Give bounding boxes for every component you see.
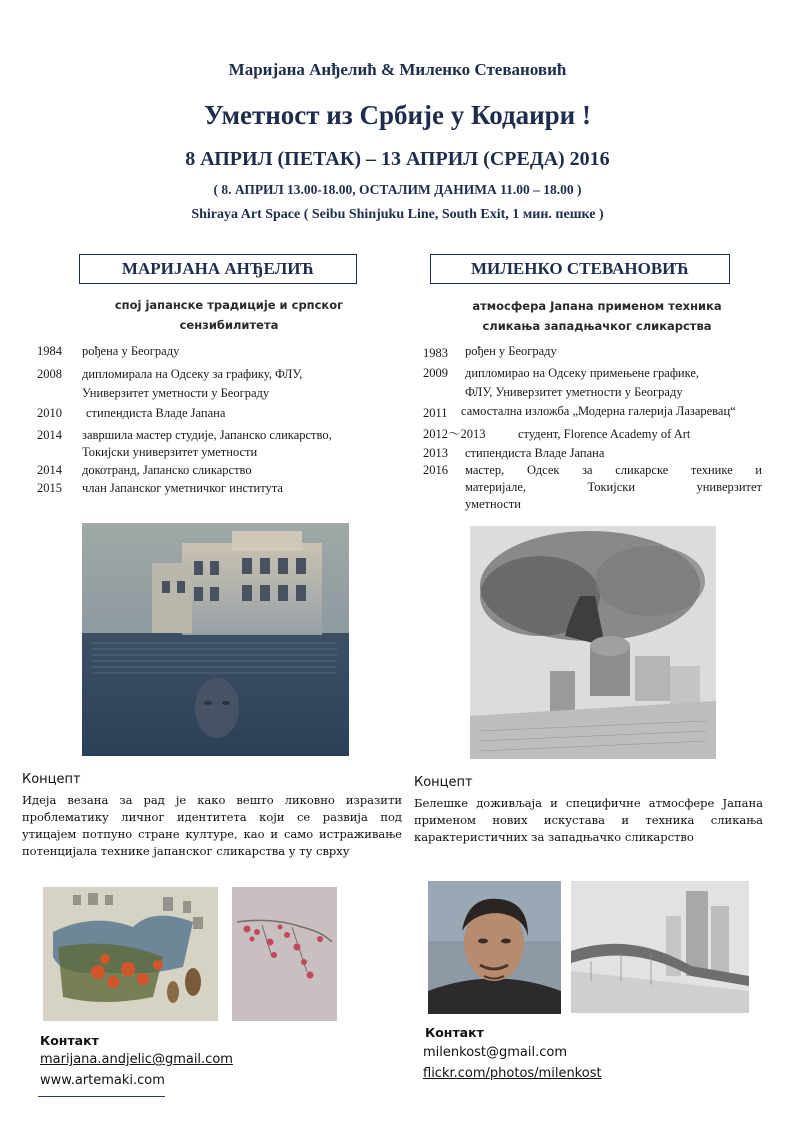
bio-year: 1983 xyxy=(423,346,448,360)
left-website-link[interactable]: www.artemaki.com xyxy=(40,1073,165,1088)
bio-year: 2011 xyxy=(423,406,448,420)
bio-year: 2014 xyxy=(37,428,62,442)
left-contact-heading: Контакт xyxy=(40,1033,99,1048)
bio-text: Токијски универзитет уметности xyxy=(82,445,258,459)
venue: Shiraya Art Space ( Seibu Shinjuku Line, South Exit, 1 мин. пешке ) xyxy=(191,207,604,222)
bio-text: стипендиста Владе Јапана xyxy=(465,446,605,460)
bio-text-block xyxy=(465,462,762,513)
bio-text: уметности xyxy=(465,497,521,511)
bio-text: члан Јапанског уметничког института xyxy=(82,481,283,495)
left-tagline-line2: сензибилитета xyxy=(179,318,279,332)
left-concept-text: Идеја везана за рад је како вешто ликовно изразити проблематику личног идентитета који се развија под утицајем потпуно стране културе, као и само истраживање потенцијала технике јапанског сликарства у ту сврху xyxy=(22,793,402,858)
right-tagline xyxy=(452,296,742,336)
painting-building-face xyxy=(82,523,349,756)
exhibition-title: Уметност из Србије у Кодаири ! xyxy=(204,100,591,130)
right-tagline-line2: сликања западњачког сликарства xyxy=(482,319,712,333)
bio-year: 2012～2013 xyxy=(423,427,486,441)
left-contact-underline xyxy=(38,1096,165,1097)
right-website-link[interactable]: flickr.com/photos/milenkost xyxy=(423,1066,602,1081)
bio-year: 2008 xyxy=(37,367,62,381)
left-artist-name: МАРИЈАНА АНЂЕЛИЋ xyxy=(79,254,357,284)
right-concept-text: Белешке доживљаја и специфичне атмосфере Јапана применом нових искустава и техника сликања карактеристичних за западњачко сликарство xyxy=(414,796,763,844)
bio-text: рођена у Београду xyxy=(82,344,180,358)
right-contact-heading: Контакт xyxy=(425,1025,484,1040)
right-tagline-line1: атмосфера Јапана применом техника xyxy=(472,299,722,313)
bio-text: ФЛУ, Универзитет уметности у Београду xyxy=(465,385,683,399)
bio-year: 2015 xyxy=(37,481,62,495)
drawing-city-bridge xyxy=(571,881,749,1013)
bio-text: материјале, Токијски универзитет xyxy=(465,480,762,494)
left-email-link[interactable]: marijana.andjelic@gmail.com xyxy=(40,1052,233,1067)
bio-text: мастер, Одсек за сликарске технике и xyxy=(465,463,762,477)
painting-flowers-text xyxy=(43,887,218,1021)
bio-text: завршила мастер студије, Јапанско сликарство, xyxy=(82,428,332,442)
right-artist-name: МИЛЕНКО СТЕВАНОВИЋ xyxy=(430,254,730,284)
bio-text: рођен у Београду xyxy=(465,344,557,358)
right-email-link[interactable]: milenkost@gmail.com xyxy=(423,1045,568,1060)
artists-line: Маријана Анђелић & Миленко Стевановић xyxy=(228,60,567,79)
bio-text: дипломирала на Одсеку за графику, ФЛУ, xyxy=(82,367,303,381)
bio-year: 1984 xyxy=(37,344,62,358)
bio-year: 2010 xyxy=(37,406,62,420)
bio-year: 2013 xyxy=(423,446,448,460)
bio-text: докотранд, Јапанско сликарство xyxy=(82,463,252,477)
bio-year: 2014 xyxy=(37,463,62,477)
painting-blossoms xyxy=(232,887,337,1021)
bio-text: стипендиста Владе Јапана xyxy=(86,406,226,420)
left-tagline xyxy=(78,295,380,335)
drawing-tree-tombs xyxy=(470,526,716,759)
left-tagline-line1: спој јапанске традиције и српског xyxy=(114,298,344,312)
bio-year: 2016 xyxy=(423,463,448,477)
bio-text: самостална изложба „Модерна галерија Лазаревац“ xyxy=(461,404,736,418)
right-concept-heading: Концепт xyxy=(414,775,473,790)
bio-text: Универзитет уметности у Београду xyxy=(82,386,270,400)
left-concept-heading: Концепт xyxy=(22,772,81,787)
exhibition-dates: 8 АПРИЛ (ПЕТАК) – 13 АПРИЛ (СРЕДА) 2016 xyxy=(185,148,610,170)
bio-year: 2009 xyxy=(423,366,448,380)
portrait-painting xyxy=(428,881,561,1014)
opening-hours: ( 8. АПРИЛ 13.00-18.00, ОСТАЛИМ ДАНИМА 11.00 – 18.00 ) xyxy=(213,182,582,197)
bio-text: студент, Florence Academy of Art xyxy=(518,427,691,441)
bio-text: дипломирао на Одсеку примењене графике, xyxy=(465,366,700,380)
